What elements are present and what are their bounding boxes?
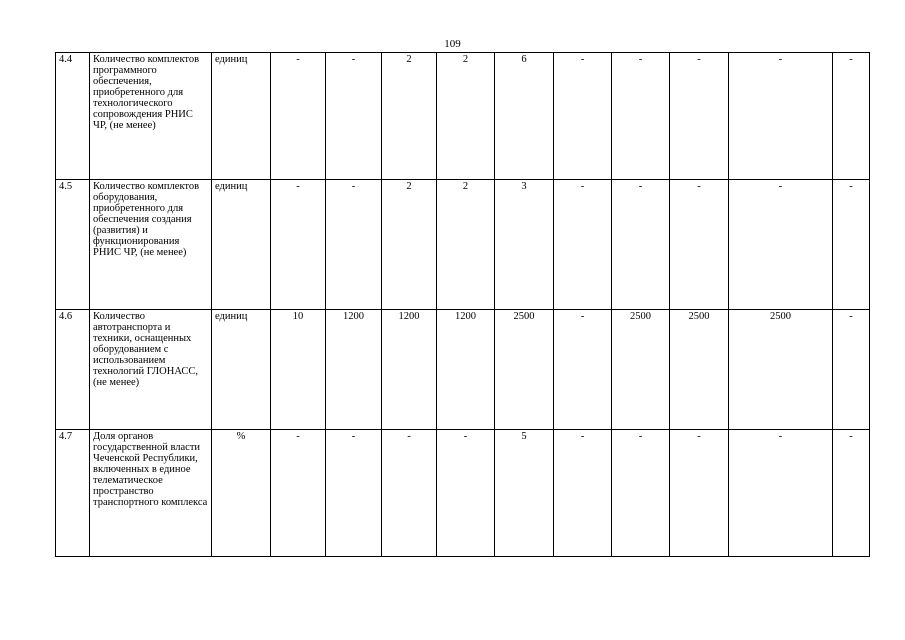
value-cell: - [326,430,382,557]
row-number: 4.4 [56,53,90,180]
value-cell: - [729,430,833,557]
value-cell: - [670,53,729,180]
value-cell: - [833,180,870,310]
value-cell: - [729,180,833,310]
indicator-name: Доля органов государственной власти Чеченской Республики, включенных в единое телематическое пространство транспортного комплекса [90,430,212,557]
value-cell: - [326,53,382,180]
indicators-table [55,52,870,557]
value-cell: - [612,180,670,310]
unit-cell: % [212,430,271,557]
table-row [56,430,870,557]
value-cell: - [612,430,670,557]
value-cell: - [554,430,612,557]
value-cell: - [326,180,382,310]
value-cell: 2500 [670,310,729,430]
unit-cell: единиц [212,53,271,180]
indicator-name: Количество комплектов программного обеспечения, приобретенного для технологического сопровождения РНИС ЧР, (не менее) [90,53,212,180]
value-cell: - [670,180,729,310]
row-number: 4.5 [56,180,90,310]
value-cell: - [437,430,495,557]
value-cell: - [554,53,612,180]
value-cell: 2 [382,180,437,310]
value-cell: - [271,53,326,180]
indicator-name: Количество автотранспорта и техники, оснащенных оборудованием с использованием технологий ГЛОНАСС, (не менее) [90,310,212,430]
value-cell: - [833,310,870,430]
value-cell: - [271,430,326,557]
value-cell: - [382,430,437,557]
value-cell: - [612,53,670,180]
table-row [56,53,870,180]
value-cell: 3 [495,180,554,310]
value-cell: 1200 [382,310,437,430]
indicator-name: Количество комплектов оборудования, приобретенного для обеспечения создания (развития) и функционирования РНИС ЧР, (не менее) [90,180,212,310]
value-cell: 2500 [495,310,554,430]
table-row [56,310,870,430]
value-cell: 10 [271,310,326,430]
value-cell: 2 [382,53,437,180]
row-number: 4.7 [56,430,90,557]
row-number: 4.6 [56,310,90,430]
value-cell: 2500 [612,310,670,430]
value-cell: - [554,310,612,430]
value-cell: 2 [437,53,495,180]
value-cell: - [554,180,612,310]
table-row [56,180,870,310]
unit-cell: единиц [212,310,271,430]
value-cell: 1200 [437,310,495,430]
page-number: 109 [444,38,461,50]
value-cell: - [271,180,326,310]
value-cell: - [833,430,870,557]
value-cell: 2 [437,180,495,310]
value-cell: - [833,53,870,180]
value-cell: 5 [495,430,554,557]
unit-cell: единиц [212,180,271,310]
value-cell: 1200 [326,310,382,430]
value-cell: - [729,53,833,180]
value-cell: 6 [495,53,554,180]
value-cell: - [670,430,729,557]
value-cell: 2500 [729,310,833,430]
